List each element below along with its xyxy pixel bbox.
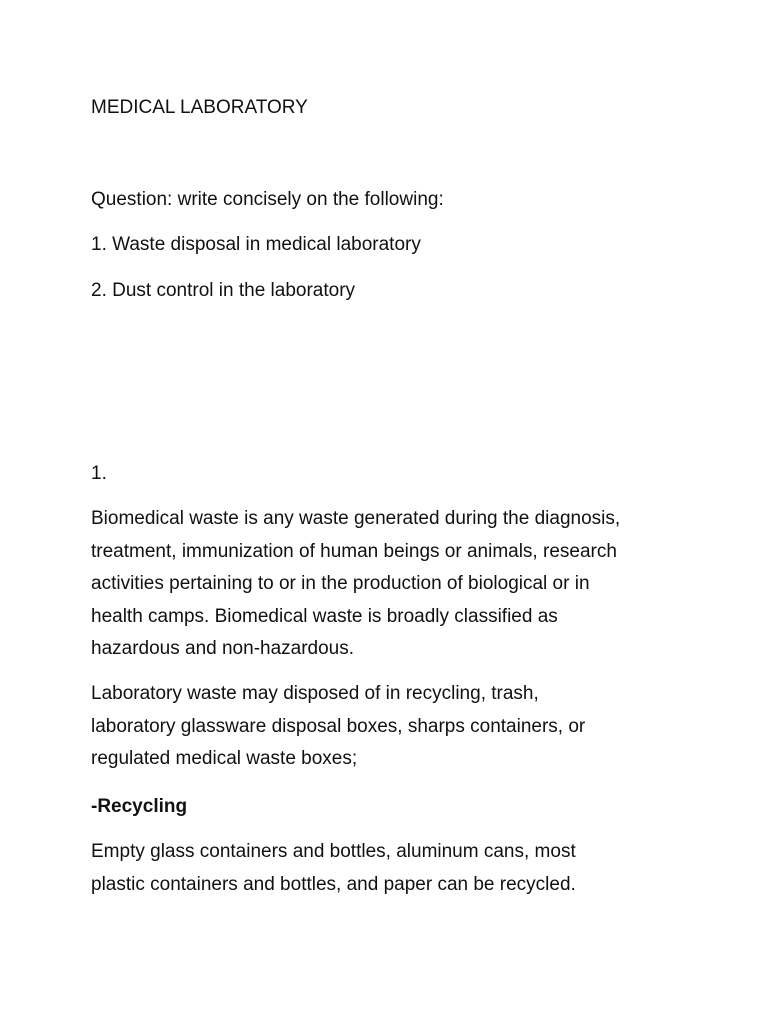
paragraph-recycling xyxy=(91,836,691,901)
paragraph-laboratory-waste xyxy=(91,678,691,776)
question-text: Question: write concisely on the following: xyxy=(91,189,444,210)
paragraph-line: plastic containers and bottles, and paper can be recycled. xyxy=(91,873,576,895)
document-title: MEDICAL LABORATORY xyxy=(91,97,308,118)
paragraph-line: health camps. Biomedical waste is broadly classified as xyxy=(91,605,558,627)
question-item-1: 1. Waste disposal in medical laboratory xyxy=(91,234,421,255)
paragraph-line: regulated medical waste boxes; xyxy=(91,748,358,769)
paragraph-line: activities pertaining to or in the production of biological or in xyxy=(91,573,590,594)
subheading-recycling: -Recycling xyxy=(91,796,188,817)
paragraph-line: laboratory glassware disposal boxes, sharps containers, or xyxy=(91,715,586,737)
paragraph-line: Biomedical waste is any waste generated during the diagnosis, xyxy=(91,508,621,529)
section-number: 1. xyxy=(91,463,107,484)
paragraph-line: Empty glass containers and bottles, aluminum cans, most xyxy=(91,841,576,862)
question-item-2: 2. Dust control in the laboratory xyxy=(91,280,356,301)
paragraph-biomedical-waste xyxy=(91,503,691,666)
paragraph-line: Laboratory waste may disposed of in recycling, trash, xyxy=(91,683,539,704)
paragraph-line: hazardous and non-hazardous. xyxy=(91,638,355,659)
paragraph-line: treatment, immunization of human beings or animals, research xyxy=(91,540,617,562)
